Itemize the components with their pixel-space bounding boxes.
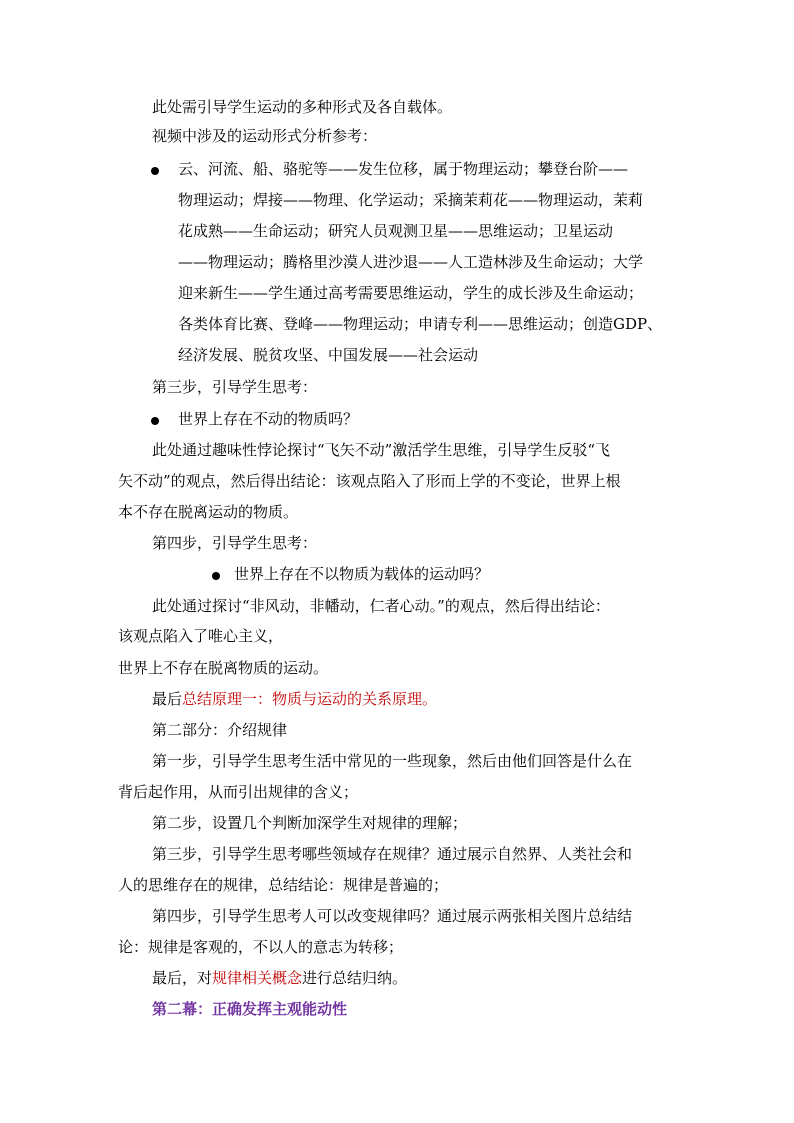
summary-highlight: 总结原理一：物质与运动的关系原理。 — [182, 690, 438, 708]
step-heading: 第三步，引导学生思考： — [152, 378, 318, 396]
bullet-text-line: 花成熟——生命运动；研究人员观测卫星——思维运动；卫星运动 — [178, 222, 614, 240]
final-line — [152, 968, 407, 988]
section-heading: 第二部分：介绍规律 — [152, 721, 288, 739]
bullet-text-line: 迎来新生——学生通过高考需要思维运动，学生的成长涉及生命运动； — [178, 284, 644, 302]
paragraph-line: 矢不动”的观点，然后得出结论：该观点陷入了形而上学的不变论，世界上根 — [118, 472, 621, 490]
paragraph-line: 世界上不存在脱离物质的运动。 — [118, 659, 329, 677]
paragraph-line: 该观点陷入了唯心主义， — [118, 627, 284, 645]
paragraph: 视频中涉及的运动形式分析参考： — [152, 127, 378, 145]
paragraph-line: 第一步，引导学生思考生活中常见的一些现象，然后由他们回答是什么在 — [152, 752, 633, 770]
paragraph-line: 论：规律是客观的，不以人的意志为转移； — [118, 938, 404, 956]
paragraph-line: 此处通过探讨“非风动，非幡动，仁者心动。”的观点，然后得出结论： — [152, 597, 610, 615]
bullet-text-line: 世界上存在不以物质为载体的运动吗？ — [234, 565, 490, 583]
paragraph-line: 第四步，引导学生思考人可以改变规律吗？通过展示两张相关图片总结结 — [152, 907, 633, 925]
bullet-icon — [212, 572, 220, 580]
paragraph-line: 第三步，引导学生思考哪些领域存在规律？通过展示自然界、人类社会和 — [152, 845, 633, 863]
paragraph-line: 此处通过趣味性悖论探讨“飞矢不动”激活学生思维，引导学生反驳“飞 — [152, 441, 611, 459]
summary-line — [152, 689, 437, 709]
bullet-text-line: 物理运动；焊接——物理、化学运动；采摘茉莉花——物理运动，茉莉 — [178, 191, 644, 209]
scene-heading: 第二幕：正确发挥主观能动性 — [152, 1000, 348, 1018]
bullet-text-line: 世界上存在不动的物质吗？ — [178, 410, 359, 428]
bullet-text-line: ——物理运动；腾格里沙漠人进沙退——人工造林涉及生命运动；大学 — [178, 253, 644, 271]
step-heading: 第四步，引导学生思考： — [152, 534, 318, 552]
bullet-text-line: 云、河流、船、骆驼等——发生位移，属于物理运动；攀登台阶—— — [178, 160, 629, 178]
paragraph-line: 背后起作用，从而引出规律的含义； — [118, 783, 359, 801]
paragraph-line: 人的思维存在的规律，总结结论：规律是普遍的； — [118, 876, 449, 894]
final-prefix: 最后，对 — [152, 969, 213, 987]
bullet-icon — [151, 417, 159, 425]
final-suffix: 进行总结归纳。 — [302, 969, 408, 987]
bullet-text-line: 经济发展、脱贫攻坚、中国发展——社会运动 — [178, 346, 479, 364]
paragraph-line: 本不存在脱离运动的物质。 — [118, 503, 299, 521]
bullet-text-line: 各类体育比赛、登峰——物理运动；申请专利——思维运动；创造GDP、 — [178, 315, 663, 333]
paragraph: 此处需引导学生运动的多种形式及各自载体。 — [152, 98, 453, 116]
bullet-icon — [151, 167, 159, 175]
final-highlight: 规律相关概念 — [212, 969, 303, 987]
summary-prefix: 最后 — [152, 690, 183, 708]
paragraph-line: 第二步，设置几个判断加深学生对规律的理解； — [152, 814, 468, 832]
